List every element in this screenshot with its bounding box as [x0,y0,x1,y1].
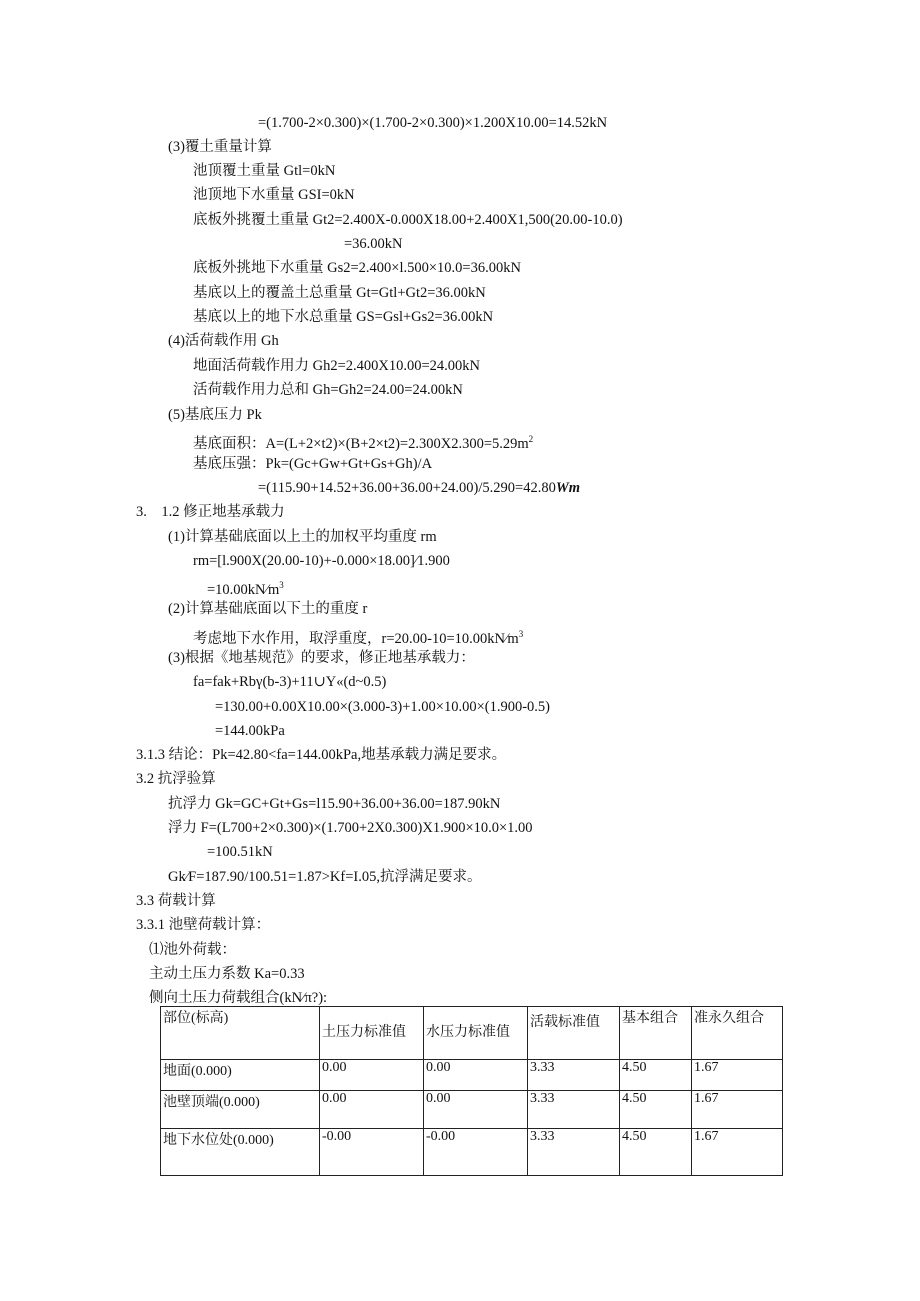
text-span: =10.00kN∕m [207,581,280,598]
table-header-cell [424,1007,528,1060]
superscript: 3 [279,580,284,590]
table-row [161,1129,783,1176]
header-label: 活载标准值 [530,1015,600,1030]
table-cell: 4.50 [620,1129,692,1176]
text-line: 侧向土压力荷载组合(kN∕π?): [149,990,328,1006]
table-row [161,1060,783,1091]
table-cell: 4.50 [620,1060,692,1091]
text-line [193,625,523,648]
header-label: 准永久组合 [694,1011,764,1026]
subheading: (3)根据《地基规范》的要求，修正地基承载力： [168,650,475,666]
table-header-cell [620,1007,692,1060]
header-label: 部位(标高) [163,1011,229,1026]
table-header-row [161,1007,783,1060]
formula-line: =36.00kN [344,236,403,252]
table-cell: 3.33 [528,1091,620,1129]
load-combination-table [160,1006,783,1176]
table-cell: 3.33 [528,1129,620,1176]
subheading-cover-soil: (3)覆土重量计算 [168,139,272,155]
table-cell: -0.00 [320,1129,424,1176]
text-line: 基底以上的地下水总重量 GS=Gsl+Gs2=36.00kN [193,309,494,325]
subheading: (2)计算基础底面以下土的重度 r [168,601,368,617]
formula-line [258,479,580,497]
text-line [193,430,533,453]
unit-text: Wm [555,480,581,496]
text-span: 考虑地下水作用，取浮重度，r=20.00-10=10.00kN∕m [193,630,519,647]
superscript: 2 [528,434,534,444]
table-header-cell [320,1007,424,1060]
table-cell: 0.00 [320,1060,424,1091]
header-label: 水压力标准值 [426,1025,510,1040]
table-cell: 0.00 [424,1060,528,1091]
subheading-base-pressure: (5)基底压力 Pk [168,407,262,423]
subheading-live-load: (4)活荷载作用 Gh [168,333,279,349]
table-row [161,1091,783,1129]
subsection-heading: 3.3.1 池壁荷载计算： [136,917,271,933]
table-cell: 4.50 [620,1091,692,1129]
table-cell: 1.67 [692,1091,783,1129]
text-line: 底板外挑地下水重量 Gs2=2.400×l.500×10.0=36.00kN [193,260,521,276]
table-cell: 1.67 [692,1060,783,1091]
formula-line: =100.51kN [207,844,273,860]
text-line: 主动土压力系数 Ka=0.33 [149,966,305,982]
table-header-cell [528,1007,620,1060]
conclusion-line: 3.1.3 结论：Pk=42.80<fa=144.00kPa,地基承载力满足要求。 [136,747,507,763]
superscript: 3 [518,629,524,639]
table-cell: -0.00 [424,1129,528,1176]
text-line: 抗浮力 Gk=GC+Gt+Gs=l15.90+36.00+36.00=187.90kN [168,796,501,812]
text-line: Gk∕F=187.90/100.51=1.87>Kf=I.05,抗浮满足要求。 [168,869,482,885]
formula-line: fa=fak+Rbγ(b-3)+11∪Y«(d~0.5) [193,674,387,690]
text-line: 地面活荷载作用力 Gh2=2.400X10.00=24.00kN [193,358,481,374]
text-line: 浮力 F=(L700+2×0.300)×(1.700+2X0.300)X1.900×10.0×1.00 [168,820,533,836]
formula-line: =130.00+0.00X10.00×(3.000-3)+1.00×10.00×(1.900-0.5) [215,699,551,715]
table-header-cell [692,1007,783,1060]
table-cell: 地面(0.000) [161,1060,320,1091]
table-cell: 地下水位处(0.000) [161,1129,320,1176]
text-span: =(115.90+14.52+36.00+36.00+24.00)/5.290=42.80 [258,480,556,496]
text-line: 池顶地下水重量 GSI=0kN [193,187,355,203]
text-line: 基底压强：Pk=(Gc+Gw+Gt+Gs+Gh)/A [193,456,433,472]
formula-line: =144.00kPa [215,723,285,739]
header-label: 土压力标准值 [322,1025,406,1040]
formula-line: =(1.700-2×0.300)×(1.700-2×0.300)×1.200X10.00=14.52kN [258,115,608,131]
section-heading: 3.2 抗浮验算 [136,771,216,787]
table-cell: 0.00 [320,1091,424,1129]
formula-line [207,576,284,599]
text-line: 基底以上的覆盖土总重量 Gt=Gtl+Gt2=36.00kN [193,285,486,301]
table-cell: 1.67 [692,1129,783,1176]
formula-line: rm=[l.900X(20.00-10)+-0.000×18.00]∕1.900 [193,553,450,569]
text-line: ⑴池外荷载： [149,942,236,958]
table-cell: 池壁顶端(0.000) [161,1091,320,1129]
text-line: 活荷载作用力总和 Gh=Gh2=24.00=24.00kN [193,382,463,398]
header-label: 基本组合 [622,1011,678,1026]
text-line: 池顶覆土重量 Gtl=0kN [193,163,336,179]
subheading: (1)计算基础底面以上土的加权平均重度 rm [168,529,437,545]
table-cell: 3.33 [528,1060,620,1091]
table-cell: 0.00 [424,1091,528,1129]
text-span: 基底面积：A=(L+2×t2)×(B+2×t2)=2.300X2.300=5.29m [193,435,529,452]
section-heading: 3. 1.2 修正地基承载力 [136,504,285,520]
text-line: 底板外挑覆土重量 Gt2=2.400X-0.000X18.00+2.400X1,500(20.00-10.0) [193,212,623,228]
section-heading: 3.3 荷载计算 [136,893,216,909]
table-header-cell [161,1007,320,1060]
